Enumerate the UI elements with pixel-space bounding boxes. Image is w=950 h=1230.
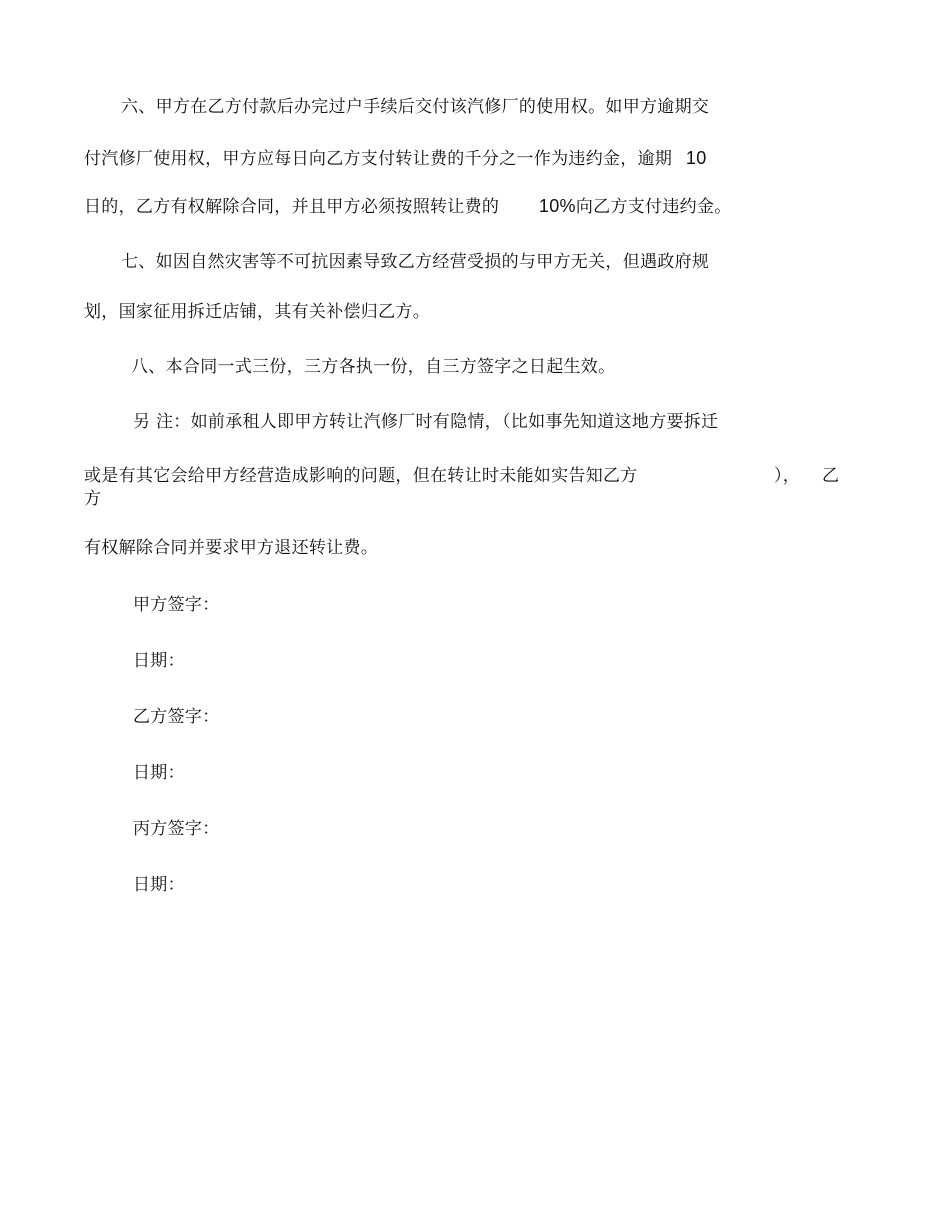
party-b-date-label: 日期：	[133, 763, 185, 783]
party-a-date-label: 日期：	[133, 651, 185, 671]
clause-six-line-3-text: 日的，乙方有权解除合同，并且甲方必须按照转让费的	[84, 197, 500, 217]
note-line-2	[84, 465, 638, 487]
clause-eight-line-1: 八、本合同一式三份，三方各执一份，自三方签字之日起生效。	[131, 357, 616, 377]
clause-seven-line-1: 七、如因自然灾害等不可抗因素导致乙方经营受损的与甲方无关，但遇政府规	[121, 252, 710, 272]
party-a-signature-label: 甲方签字：	[133, 595, 220, 615]
party-c-date-label: 日期：	[133, 875, 185, 895]
note-line-2-text: 或是有其它会给甲方经营造成影响的问题，但在转让时未能如实告知乙方	[84, 466, 638, 486]
note-line-1: 另 注：如前承租人即甲方转让汽修厂时有隐情，（比如事先知道这地方要拆迁	[133, 412, 719, 432]
penalty-percent: 10%	[538, 196, 576, 216]
overdue-days-number: 10	[685, 148, 707, 168]
party-b-signature-label: 乙方签字：	[133, 707, 220, 727]
note-line-2-bracket: ），	[774, 466, 801, 486]
clause-six-line-3	[84, 195, 732, 218]
clause-seven-line-2: 划，国家征用拆迁店铺，其有关补偿归乙方。	[84, 302, 430, 322]
clause-six-line-2-text: 付汽修厂使用权，甲方应每日向乙方支付转让费的千分之一作为违约金，逾期	[84, 149, 673, 169]
clause-six-line-3-tail: 向乙方支付违约金。	[575, 197, 732, 217]
note-line-3: 方	[84, 489, 102, 509]
party-c-signature-label: 丙方签字：	[133, 819, 220, 839]
clause-six-line-1: 六、甲方在乙方付款后办完过户手续后交付该汽修厂的使用权。如甲方逾期交	[121, 97, 710, 117]
clause-six-line-2	[84, 147, 707, 170]
note-line-4: 有权解除合同并要求甲方退还转让费。	[84, 538, 379, 558]
note-line-2-party: 乙	[822, 466, 840, 486]
